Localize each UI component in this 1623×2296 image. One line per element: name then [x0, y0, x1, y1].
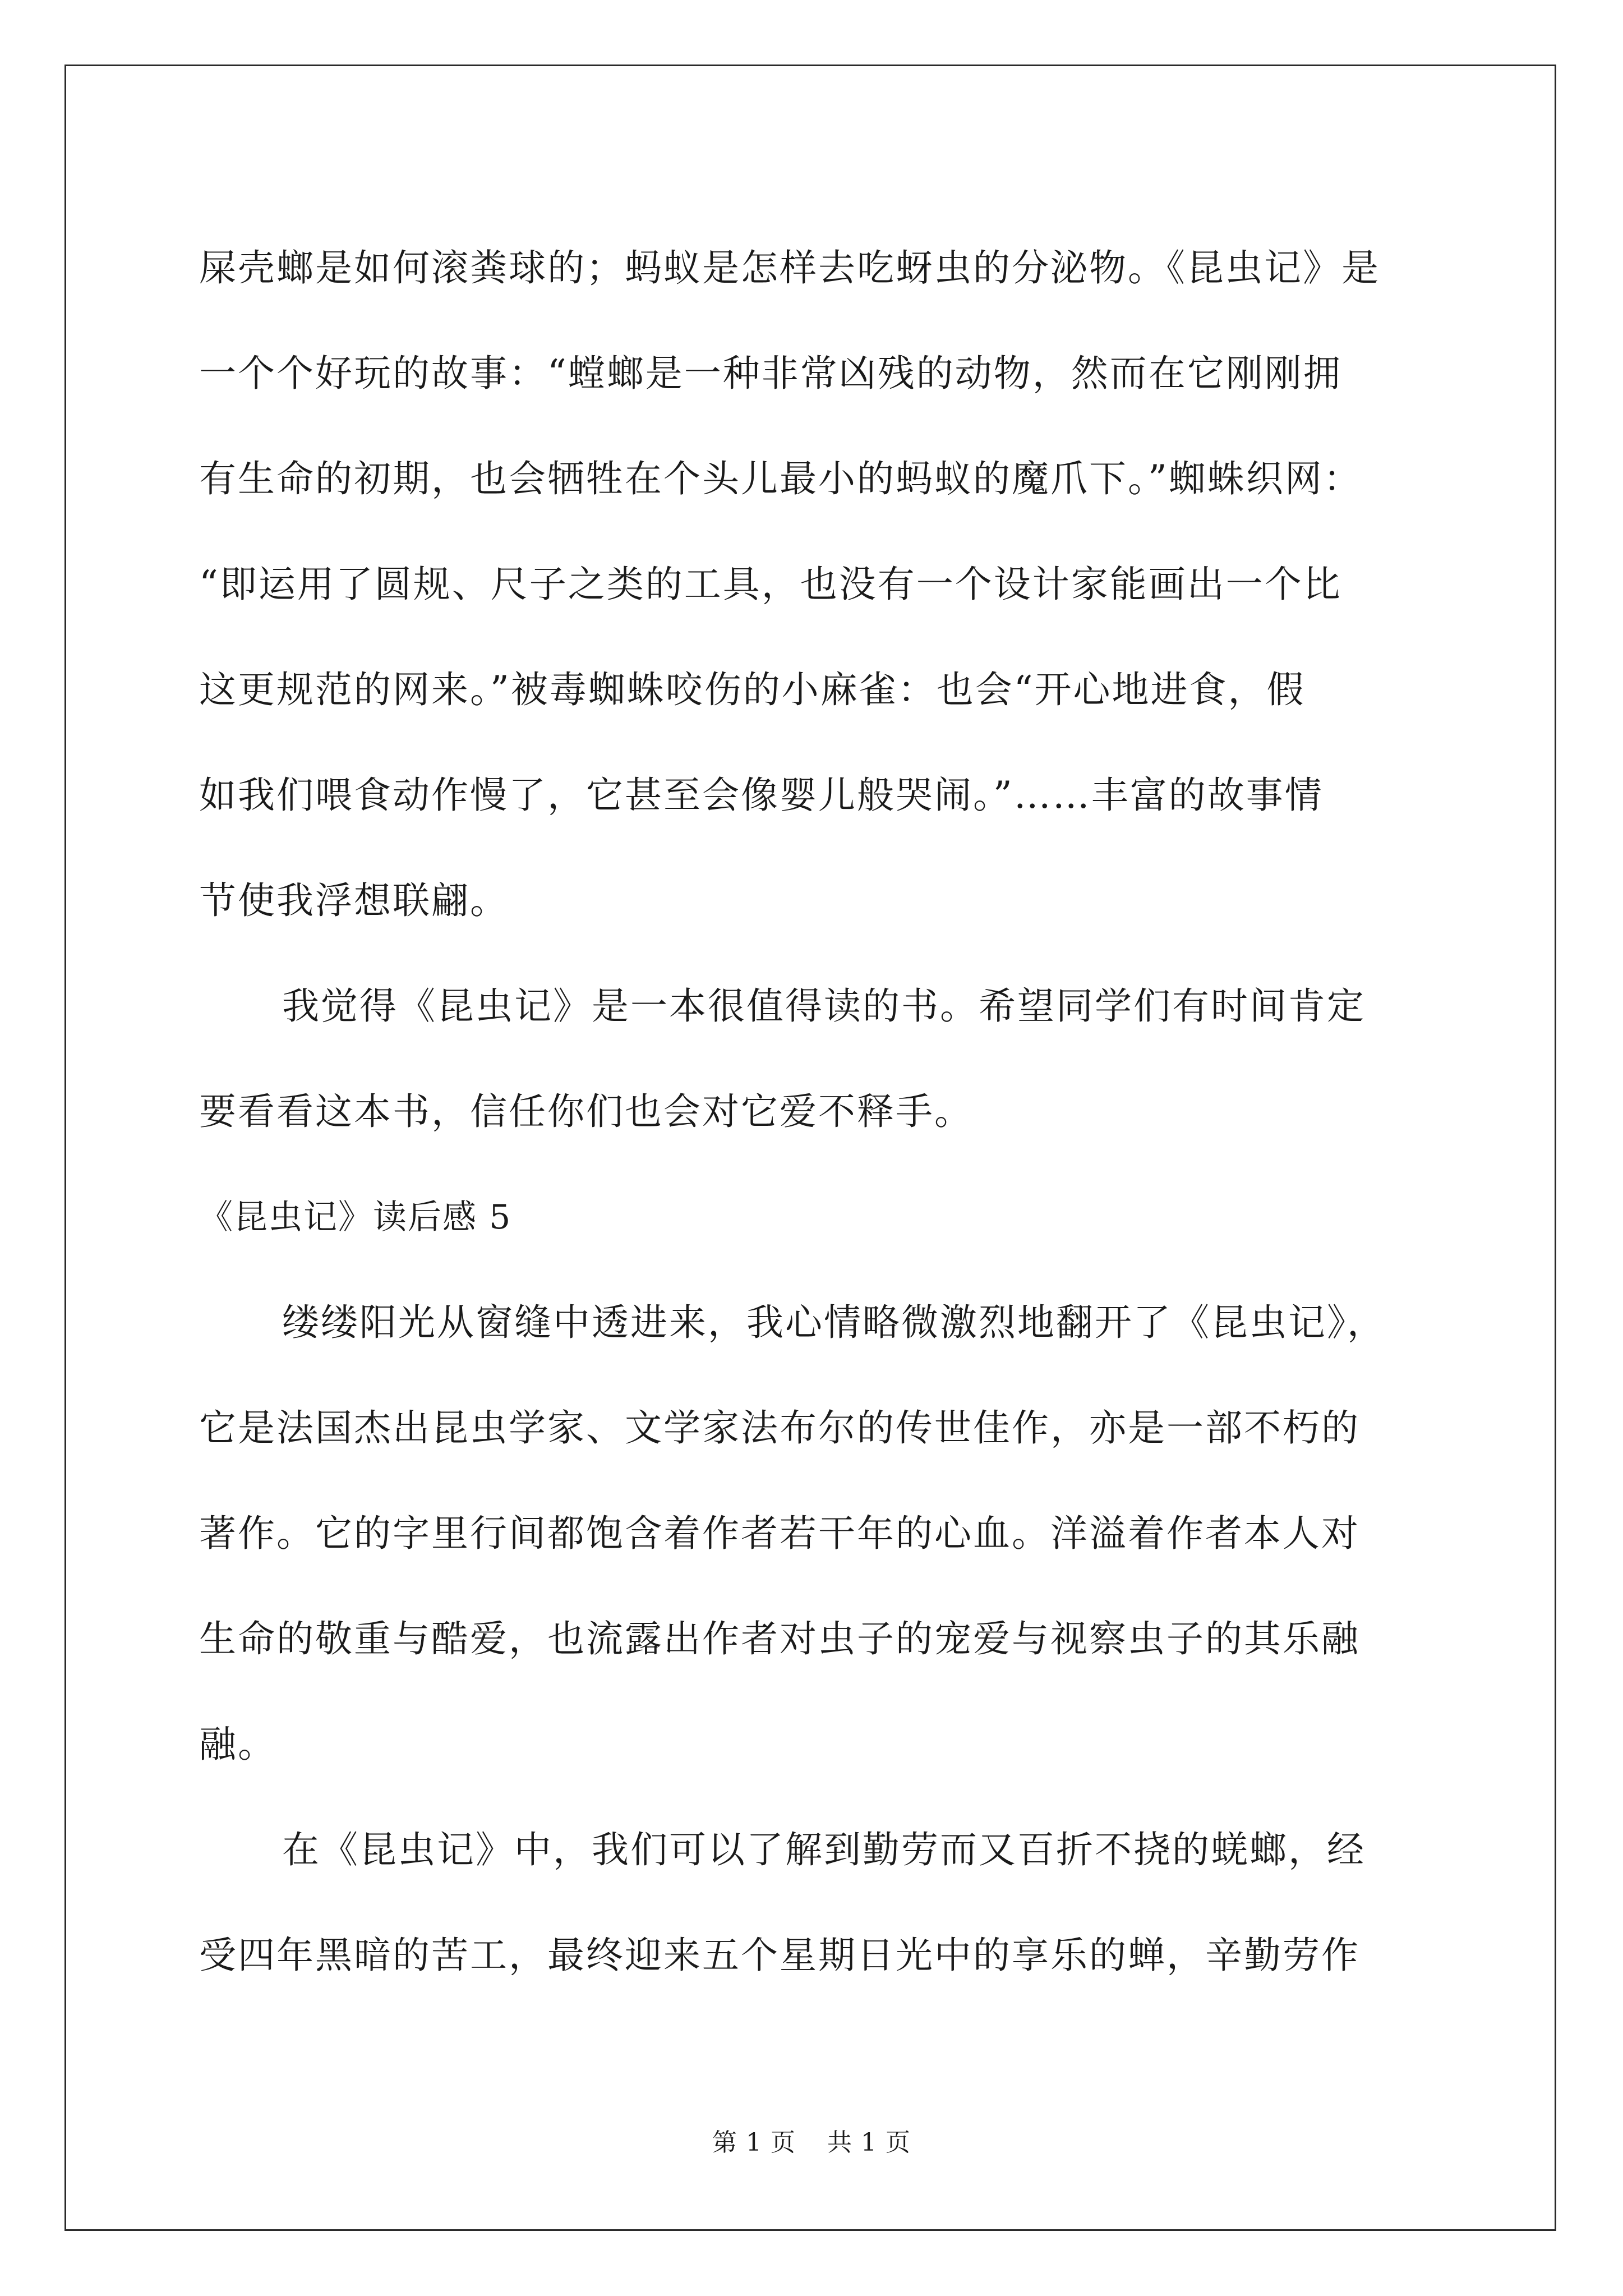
text-line: 我觉得《昆虫记》是一本很值得读的书。希望同学们有时间肯定	[282, 984, 1366, 1028]
text-line: 一个个好玩的故事：“螳螂是一种非常凶残的动物，然而在它刚刚拥	[199, 352, 1342, 395]
text-line: 著作。它的字里行间都饱含着作者若干年的心血。洋溢着作者本人对	[199, 1512, 1360, 1555]
document-body	[199, 215, 1433, 2008]
text-line: 要看看这本书，信任你们也会对它爱不释手。	[199, 1090, 973, 1133]
text-line: “即运用了圆规、尺子之类的工具，也没有一个设计家能画出一个比	[199, 563, 1342, 606]
paragraph	[199, 1797, 1433, 2008]
paragraph	[199, 954, 1433, 1165]
text-line: 如我们喂食动作慢了，它甚至会像婴儿般哭闹。”……丰富的故事情	[199, 774, 1324, 817]
page-footer	[0, 2126, 1623, 2160]
text-line: 融。	[199, 1723, 276, 1766]
paragraph	[199, 215, 1433, 954]
text-line: 这更规范的网来。”被毒蜘蛛咬伤的小麻雀：也会“开心地进食，假	[199, 668, 1306, 711]
text-line: 生命的敬重与酷爱，也流露出作者对虫子的宠爱与视察虫子的其乐融	[199, 1617, 1360, 1660]
paragraph	[199, 1270, 1433, 1797]
text-line: 有生命的初期，也会牺牲在个头儿最小的蚂蚁的魔爪下。”蜘蛛织网：	[199, 457, 1362, 500]
text-line: 屎壳螂是如何滚粪球的；蚂蚁是怎样去吃蚜虫的分泌物。《昆虫记》是	[199, 246, 1380, 289]
text-line: 缕缕阳光从窗缝中透进来，我心情略微激烈地翻开了《昆虫记》，	[282, 1301, 1386, 1344]
page-total: 共 1 页	[827, 2128, 911, 2157]
text-line: 它是法国杰出昆虫学家、文学家法布尔的传世佳作，亦是一部不朽的	[199, 1406, 1360, 1450]
page-number: 第 1 页	[712, 2128, 796, 2157]
text-line: 在《昆虫记》中，我们可以了解到勤劳而又百折不挠的蜣螂，经	[282, 1828, 1366, 1871]
section-heading: 《昆虫记》读后感 5	[199, 1198, 512, 1237]
text-line: 受四年黑暗的苦工，最终迎来五个星期日光中的享乐的蝉，辛勤劳作	[199, 1934, 1360, 1977]
text-line: 节使我浮想联翩。	[199, 879, 509, 922]
